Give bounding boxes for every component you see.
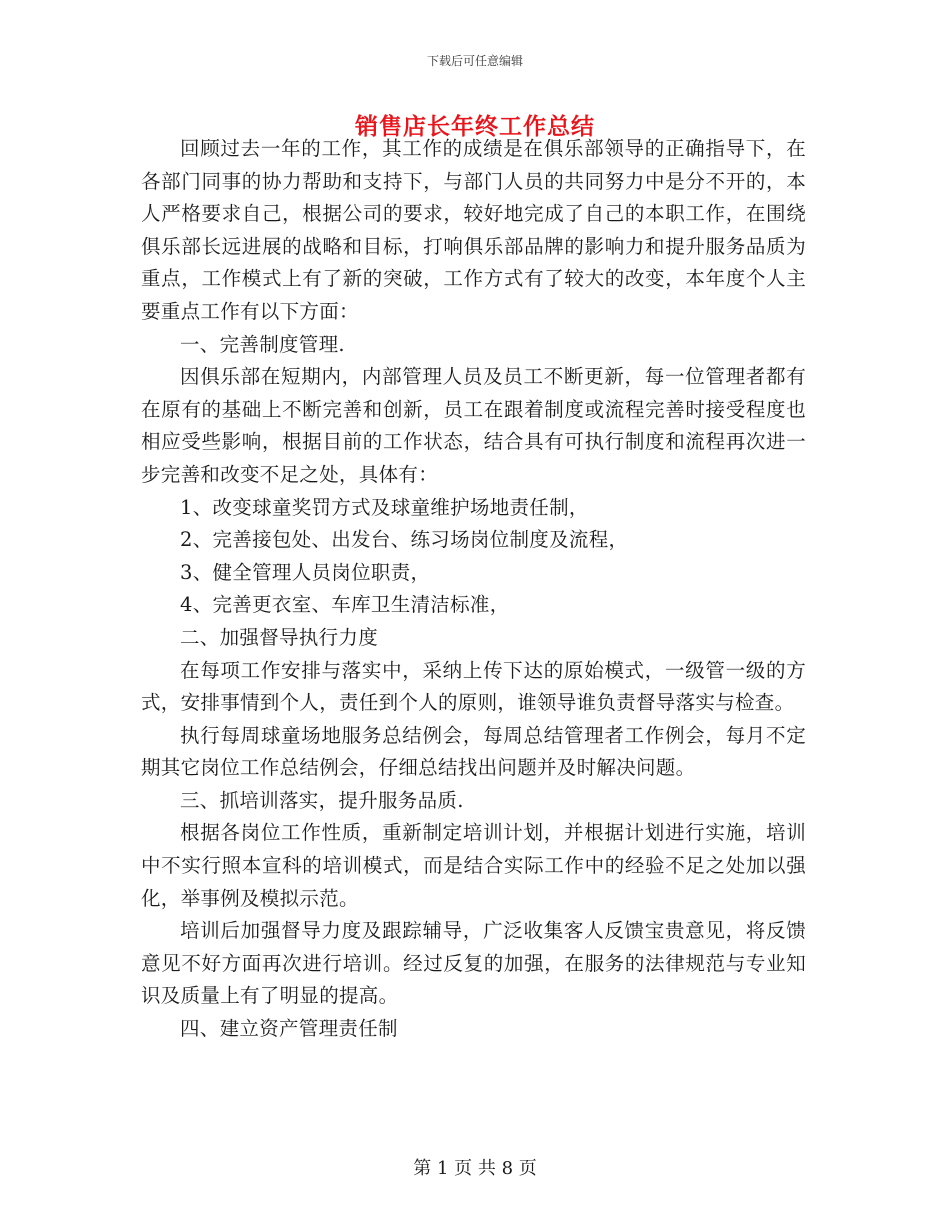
paragraph: 执行每周球童场地服务总结例会，每周总结管理者工作例会，每月不定期其它岗位工作总结例会，仔细总结找出问题并及时解决问题。 [141, 723, 806, 780]
list-item: 3、健全管理人员岗位职责， [180, 560, 431, 584]
section-heading-4: 四、建立资产管理责任制 [180, 1017, 398, 1041]
document-body [141, 133, 806, 1046]
page-number: 第 1 页 共 8 页 [413, 1158, 537, 1179]
header-note: 下载后可任意编辑 [426, 54, 523, 68]
list-item: 4、完善更衣室、车库卫生清洁标准， [180, 593, 510, 617]
paragraph: 培训后加强督导力度及跟踪辅导，广泛收集客人反馈宝贵意见，将反馈意见不好方面再次进行培训。经过反复的加强，在服务的法律规范与专业知识及质量上有了明显的提高。 [141, 919, 806, 1008]
section-heading-3: 三、抓培训落实，提升服务品质. [180, 788, 464, 812]
paragraph: 因俱乐部在短期内，内部管理人员及员工不断更新，每一位管理者都有在原有的基础上不断完善和创新，员工在跟着制度或流程完善时接受程度也相应受些影响，根据目前的工作状态，结合具有可执行制度和流程再次进一步完善和改变不足之处，具体有： [141, 365, 806, 486]
section-heading-2: 二、加强督导执行力度 [180, 625, 379, 649]
section-heading-1: 一、完善制度管理. [180, 332, 345, 356]
paragraph: 根据各岗位工作性质，重新制定培训计划，并根据计划进行实施，培训中不实行照本宣科的培训模式，而是结合实际工作中的经验不足之处加以强化，举事例及模拟示范。 [141, 821, 806, 910]
document-title: 销售店长年终工作总结 [355, 113, 595, 140]
paragraph-intro: 回顾过去一年的工作，其工作的成绩是在俱乐部领导的正确指导下，在各部门同事的协力帮助和支持下，与部门人员的共同努力中是分不开的，本人严格要求自己，根据公司的要求，较好地完成了自己的本职工作，在围绕俱乐部长远进展的战略和目标，打响俱乐部品牌的影响力和提升服务品质为重点，工作模式上有了新的突破，工作方式有了较大的改变，本年度个人主要重点工作有以下方面： [141, 137, 806, 323]
list-item: 2、完善接包处、出发台、练习场岗位制度及流程， [180, 528, 629, 552]
list-item: 1、改变球童奖罚方式及球童维护场地责任制， [180, 495, 589, 519]
paragraph: 在每项工作安排与落实中，采纳上传下达的原始模式，一级管一级的方式，安排事情到个人，责任到个人的原则，谁领导谁负责督导落实与检查。 [141, 658, 806, 715]
